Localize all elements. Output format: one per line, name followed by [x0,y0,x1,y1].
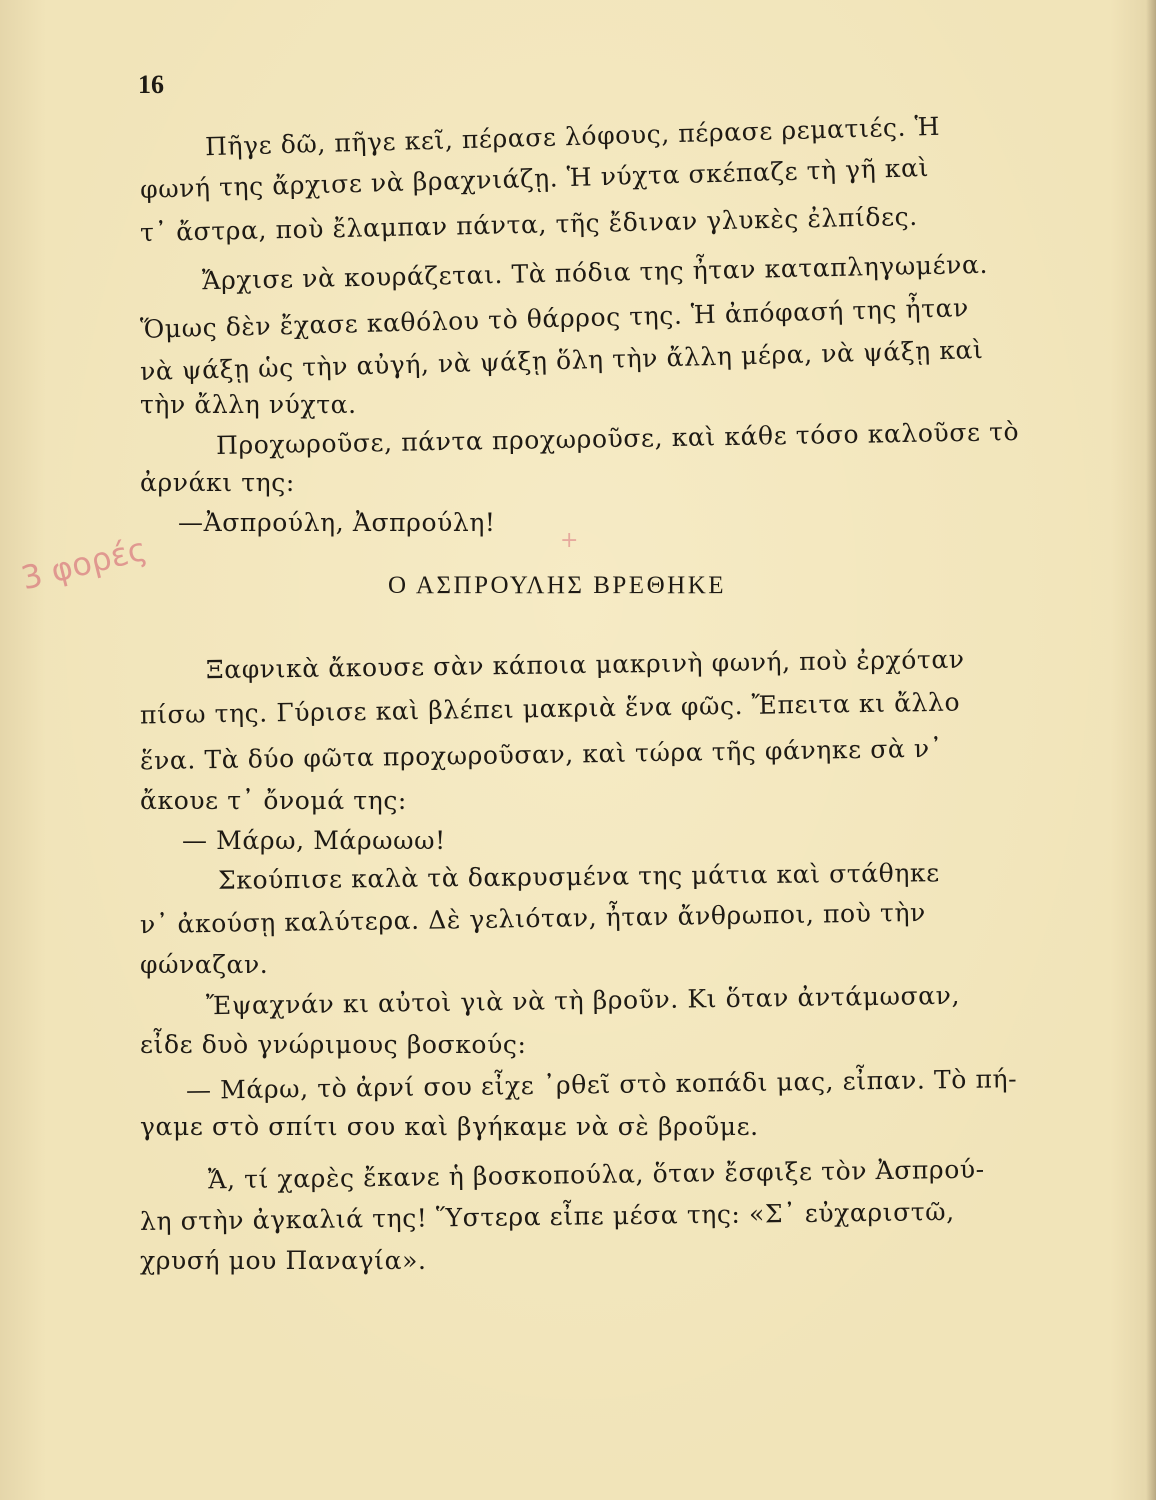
text-line: ν᾽ ἀκούσῃ καλύτερα. Δὲ γελιόταν, ἦταν ἄνθρωποι, ποὺ τὴν [139,897,927,940]
page-number: 16 [138,70,164,99]
pencil-cross-mark: + [560,528,579,553]
text-line: Ξαφνικὰ ἄκουσε σὰν κάποια μακρινὴ φωνή, ποὺ ἐρχόταν [205,644,965,685]
text-line: Ἔψαχνάν κι αὐτοὶ γιὰ νὰ τὴ βροῦν. Κι ὅταν ἀντάμωσαν, [205,980,961,1021]
dialogue-line: —Ἀσπρούλη, Ἀσπρούλη! [178,508,496,537]
text-line: τ᾽ ἄστρα, ποὺ ἔλαμπαν πάντα, τῆς ἔδιναν γλυκὲς ἐλπίδες. [139,201,919,248]
text-line: τὴν ἄλλη νύχτα. [140,390,357,419]
text-line: Ἄ, τί χαρὲς ἔκανε ἡ βοσκοπούλα, ὅταν ἔσφιξε τὸν Ἀσπρού- [207,1154,985,1195]
section-heading: Ο ΑΣΠΡΟΥΛΗΣ ΒΡΕΘΗΚΕ [388,572,727,599]
text-line: Προχωροῦσε, πάντα προχωροῦσε, καὶ κάθε τόσο καλοῦσε τὸ [215,416,1020,461]
text-line: ἕνα. Τὰ δύο φῶτα προχωροῦσαν, καὶ τώρα τῆς φάνηκε σὰ ν᾽ [139,733,944,776]
text-line: χρυσή μου Παναγία». [140,1246,427,1275]
dialogue-line: — Μάρω, τὸ ἀρνί σου εἶχε ᾽ρθεῖ στὸ κοπάδι μας, εἶπαν. Τὸ πή- [185,1064,1018,1105]
text-line: φωνή της ἄρχισε νὰ βραχνιάζῃ. Ἡ νύχτα σκέπαζε τὴ γῆ καὶ [139,152,930,205]
page-edge-shadow [1146,0,1156,1500]
text-line: ἄκουε τ᾽ ὄνομά της: [140,786,407,815]
text-line: εἶδε δυὸ γνώριμους βοσκούς: [140,1030,527,1059]
text-line: Ἄρχισε νὰ κουράζεται. Τὰ πόδια της ἦταν καταπληγωμένα. [201,249,989,296]
text-line: πίσω της. Γύρισε καὶ βλέπει μακριὰ ἕνα φῶς. Ἔπειτα κι ἄλλο [139,687,961,730]
text-line: Ὅμως δὲν ἔχασε καθόλου τὸ θάρρος της. Ἡ ἀπόφασή της ἦταν [139,293,970,344]
text-line: Πῆγε δῶ, πῆγε κεῖ, πέρασε λόφους, πέρασε ρεματιές. Ἡ [204,111,941,162]
text-line: φώναζαν. [140,950,269,979]
text-line: ἀρνάκι της: [140,468,295,497]
text-line: λη στὴν ἀγκαλιά της! Ὕστερα εἶπε μέσα της: «Σ᾽ εὐχαριστῶ, [139,1197,955,1236]
text-line: γαμε στὸ σπίτι σου καὶ βγήκαμε νὰ σὲ βροῦμε. [140,1112,759,1141]
handwritten-margin-note: 3 φορές [17,529,151,598]
text-line: νὰ ψάξῃ ὡς τὴν αὐγή, νὰ ψάξῃ ὅλη τὴν ἄλλη μέρα, νὰ ψάξῃ καὶ [139,334,984,387]
text-line: Σκούπισε καλὰ τὰ δακρυσμένα της μάτια καὶ στάθηκε [217,858,940,895]
dialogue-line: — Μάρω, Μάρωωω! [182,826,446,855]
